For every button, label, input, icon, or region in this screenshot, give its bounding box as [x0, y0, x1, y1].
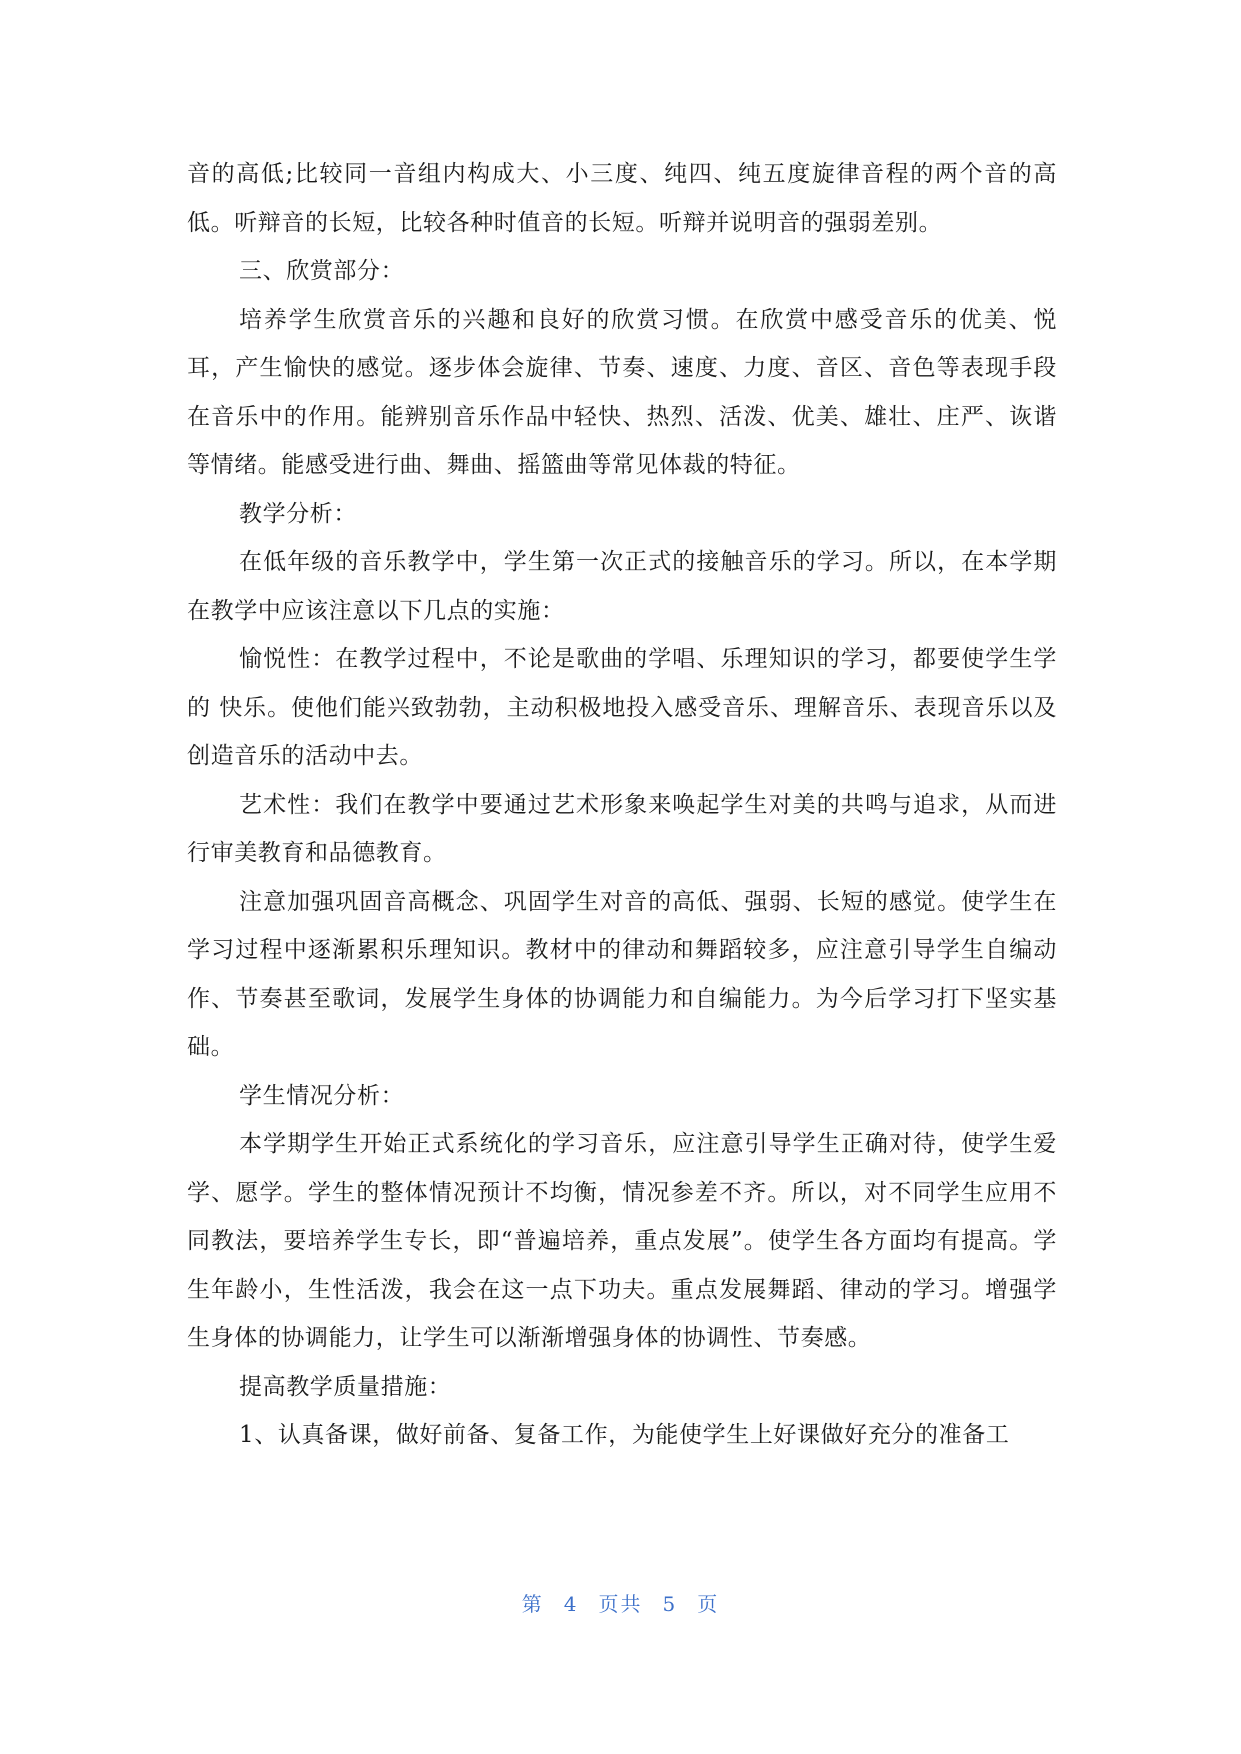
total-page-count: 5 [662, 1592, 678, 1616]
section-heading-teaching-analysis: 教学分析： [239, 500, 357, 527]
list-item-1: 1、认真备课，做好前备、复备工作，为能使学生上好课做好充分的准备工 [239, 1422, 1010, 1448]
paragraph-teaching-analysis: 在低年级的音乐教学中，学生第一次正式的接触音乐的学习。所以，在本学期在教学中应该注意以下几点的实施： [187, 549, 1057, 624]
page-footer [0, 1588, 1241, 1617]
section-heading-student-analysis: 学生情况分析： [239, 1082, 405, 1109]
paragraph-1: 音的高低;比较同一音组内构成大、小三度、纯四、纯五度旋律音程的两个音的高低。听辩音的长短，比较各种时值音的长短。听辩并说明音的强弱差别。 [187, 161, 1057, 236]
document-body [187, 150, 1057, 1460]
paragraph-pleasure: 愉悦性：在教学过程中，不论是歌曲的学唱、乐理知识的学习，都要使学生学的 快乐。使他们能兴致勃勃，主动积极地投入感受音乐、理解音乐、表现音乐以及创造音乐的活动中去。 [187, 646, 1057, 769]
current-page-number: 4 [563, 1592, 579, 1616]
paragraph-appreciation: 培养学生欣赏音乐的兴趣和良好的欣赏习惯。在欣赏中感受音乐的优美、悦耳，产生愉快的感觉。逐步体会旋律、节奏、速度、力度、音区、音色等表现手段在音乐中的作用。能辨别音乐作品中轻快、热烈、活泼、优美、雄壮、庄严、诙谐等情绪。能感受进行曲、舞曲、摇篮曲等常见体裁的特征。 [187, 306, 1057, 478]
section-heading-appreciation: 三、欣赏部分： [239, 258, 405, 284]
paragraph-pitch-concepts: 注意加强巩固音高概念、巩固学生对音的高低、强弱、长短的感觉。使学生在学习过程中逐渐累积乐理知识。教材中的律动和舞蹈较多，应注意引导学生自编动作、节奏甚至歌词，发展学生身体的协调能力和自编能力。为今后学习打下坚实基础。 [187, 888, 1057, 1060]
paragraph-student-analysis: 本学期学生开始正式系统化的学习音乐，应注意引导学生正确对待，使学生爱学、愿学。学生的整体情况预计不均衡，情况参差不齐。所以，对不同学生应用不同教法，要培养学生专长，即“普遍培养，重点发展”。使学生各方面均有提高。学生年龄小，生性活泼，我会在这一点下功夫。重点发展舞蹈、律动的学习。增强学生身体的协调能力，让学生可以渐渐增强身体的协调性、节奏感。 [187, 1131, 1057, 1351]
paragraph-artistry: 艺术性：我们在教学中要通过艺术形象来唤起学生对美的共鸣与追求，从而进行审美教育和品德教育。 [187, 791, 1057, 866]
footer-suffix: 页 [697, 1592, 720, 1616]
footer-prefix: 第 [521, 1592, 544, 1616]
footer-middle: 页共 [598, 1592, 643, 1616]
section-heading-quality-measures: 提高教学质量措施： [239, 1373, 452, 1400]
